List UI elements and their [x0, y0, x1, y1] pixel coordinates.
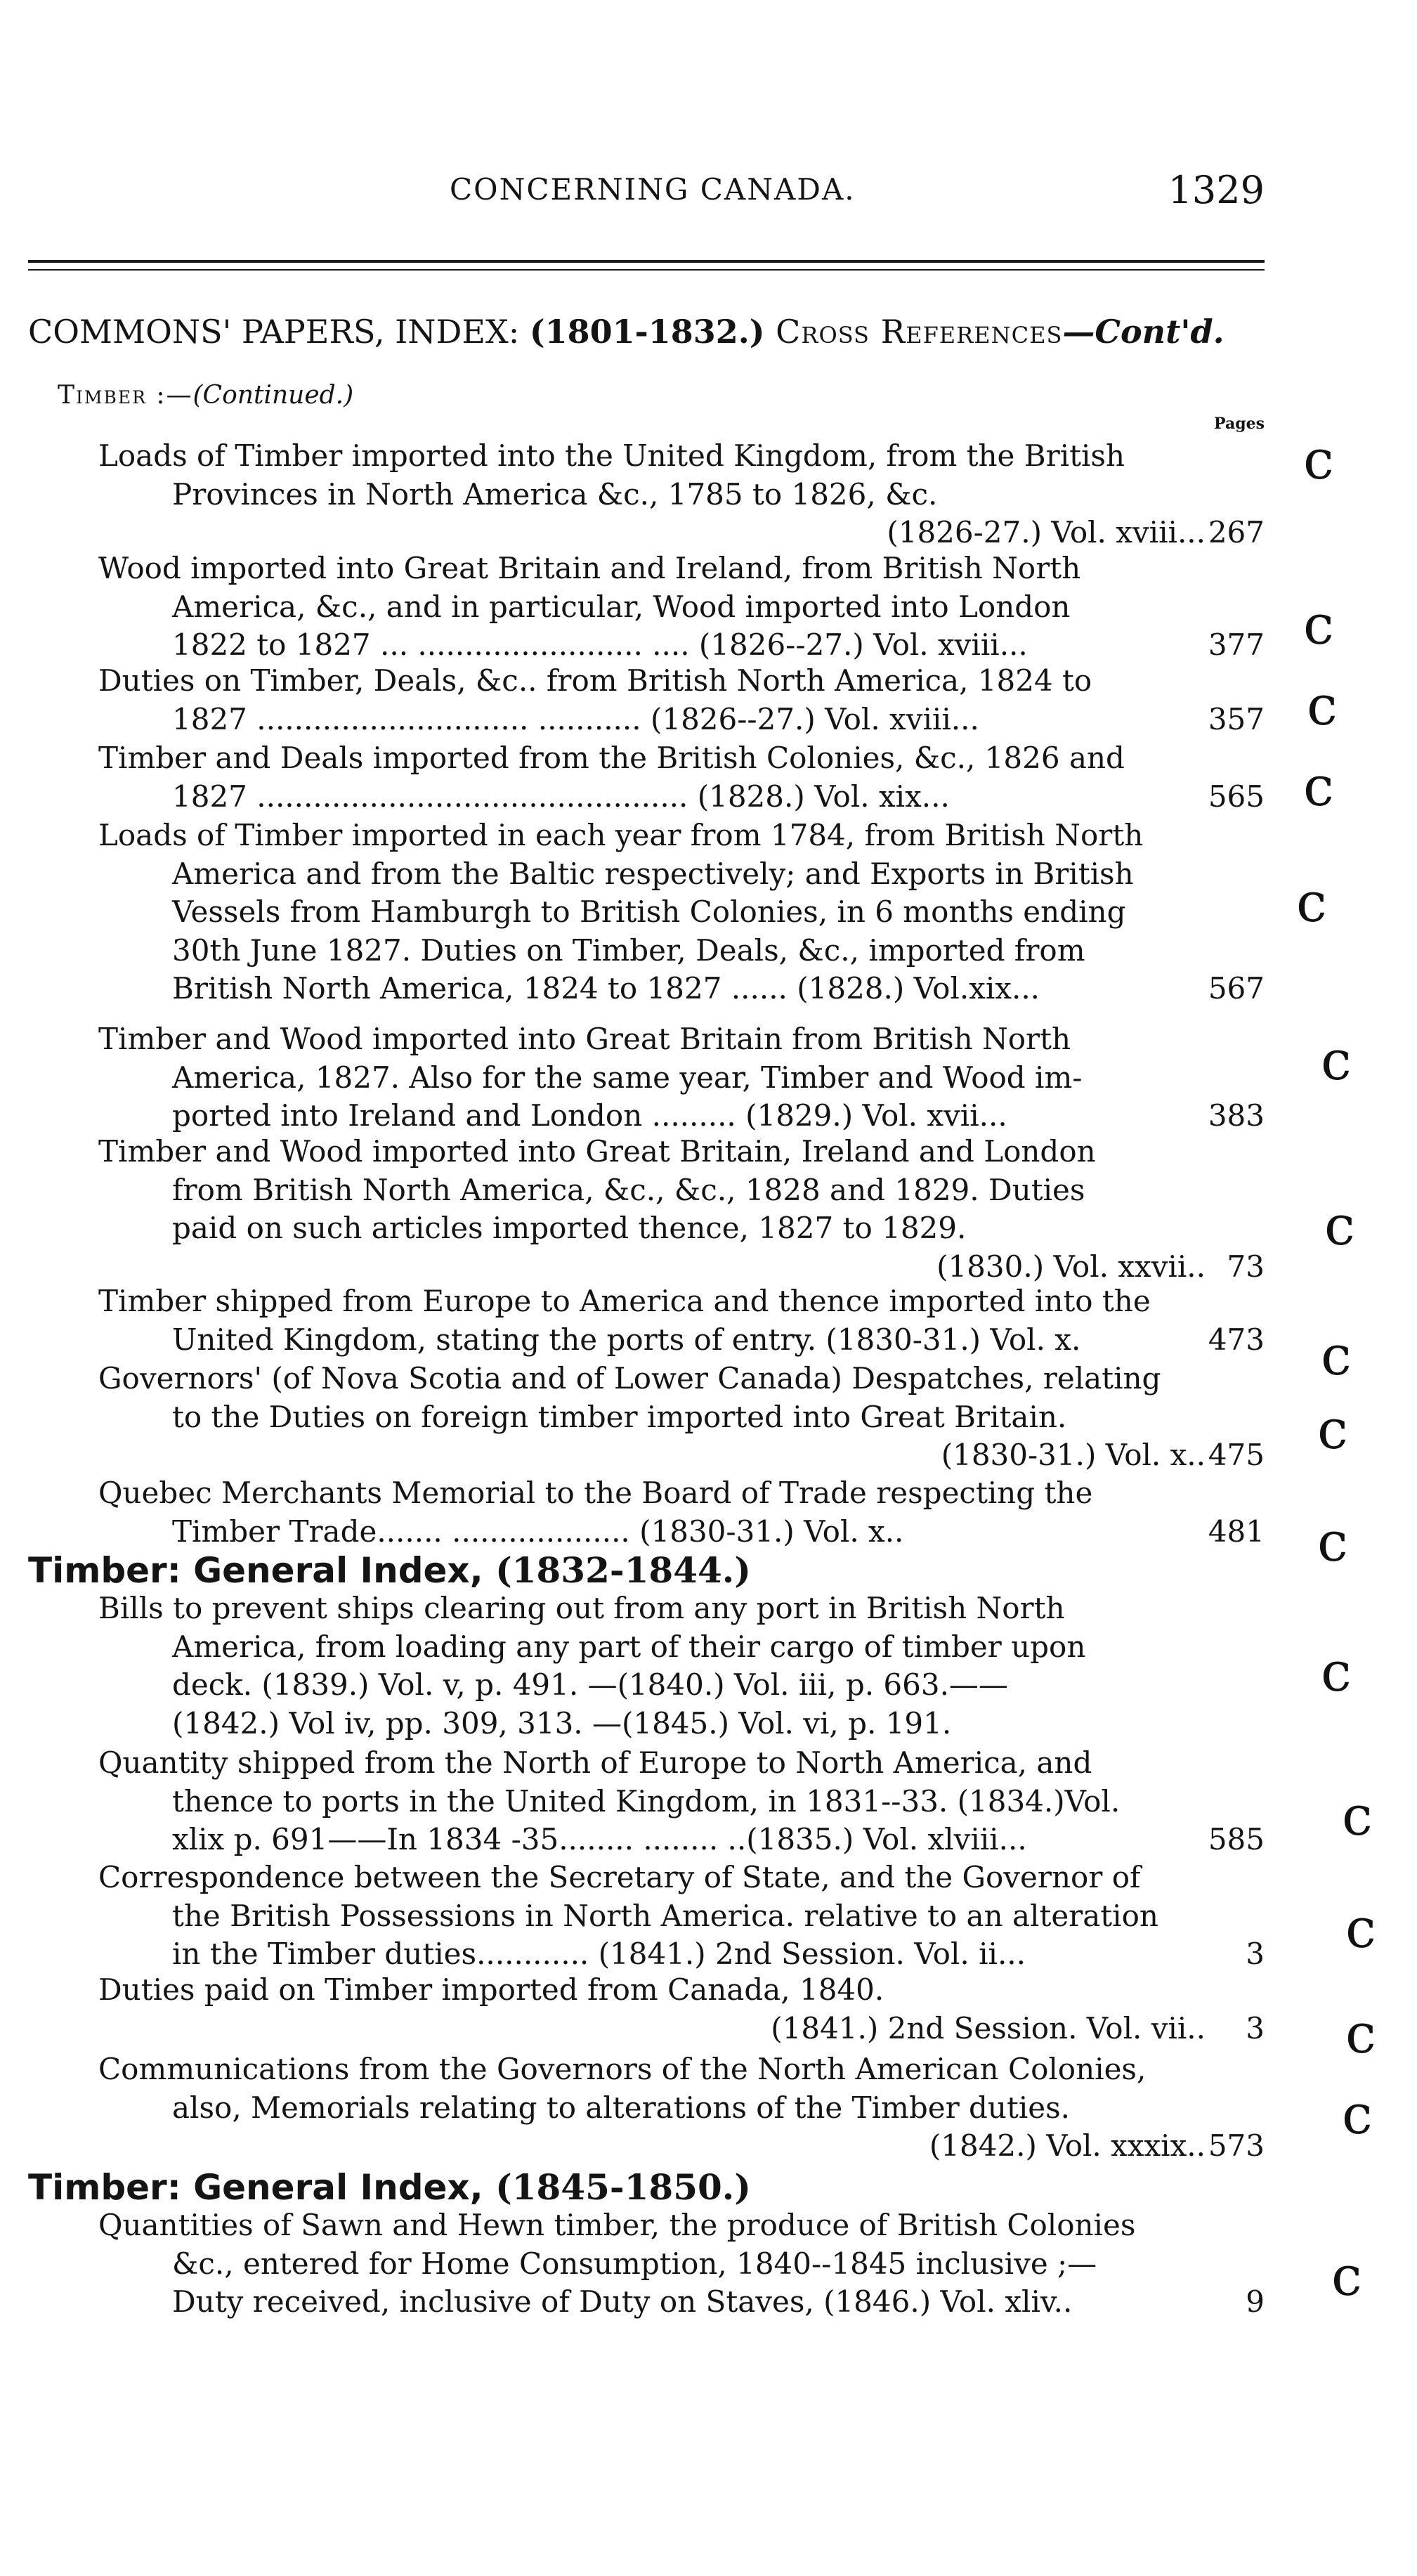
index-entry	[98, 1474, 1265, 1551]
entry-page-number: 585	[1208, 1822, 1265, 1856]
index-entry	[98, 2050, 1265, 2166]
margin-curl-icon: c	[1317, 1398, 1348, 1462]
entry-page-number: 565	[1208, 779, 1265, 814]
entry-line: America and from the Baltic respectively; and Exports in British	[172, 856, 1134, 891]
entry-line: Duties paid on Timber imported from Canada, 1840.	[98, 1972, 884, 2007]
entry-page-number: 9	[1246, 2284, 1265, 2319]
index-entry	[98, 1360, 1265, 1475]
entry-page-number: 383	[1208, 1098, 1265, 1133]
general-index-label: Timber: General Index,	[28, 1550, 483, 1591]
entry-page-number: 473	[1208, 1322, 1265, 1357]
entry-line: America, from loading any part of their cargo of timber upon	[172, 1629, 1086, 1664]
entry-line: Timber shipped from Europe to America and thence imported into the	[98, 1284, 1151, 1318]
entry-line: to the Duties on foreign timber imported into Great Britain.	[172, 1399, 1067, 1434]
entry-line: Provinces in North America &c., 1785 to 1826, &c.	[172, 476, 938, 512]
margin-curl-icon: c	[1317, 1511, 1348, 1574]
section-heading-continued: —Cont'd.	[1062, 313, 1225, 351]
entry-line: Quebec Merchants Memorial to the Board of Trade respecting the	[98, 1476, 1093, 1510]
entry-page-number: 267	[1208, 515, 1265, 549]
entry-line: Quantities of Sawn and Hewn timber, the produce of British Colonies	[98, 2208, 1136, 2242]
entry-line: (1842.) Vol iv, pp. 309, 313. —(1845.) Vol. vi, p. 191.	[172, 1705, 952, 1741]
margin-curl-icon: c	[1345, 2003, 1376, 2066]
double-rule-bottom	[28, 269, 1265, 271]
entry-line	[98, 970, 1265, 1008]
entry-line: Wood imported into Great Britain and Ireland, from British North	[98, 551, 1081, 585]
entry-reference-text: (1826-27.) Vol. xviii...	[887, 515, 1206, 549]
index-entry	[98, 1744, 1265, 1859]
margin-curl-icon: c	[1303, 429, 1334, 492]
general-index-dates: (1845-1850.)	[483, 2166, 751, 2208]
pages-column-label: Pages	[1214, 415, 1265, 433]
entry-line: &c., entered for Home Consumption, 1840--1845 inclusive ;—	[172, 2246, 1097, 2281]
entry-page-number: 567	[1208, 971, 1265, 1006]
entry-line: Bills to prevent ships clearing out from any port in British North	[98, 1591, 1065, 1625]
entry-line-text: ported into Ireland and London ......... (1829.) Vol. xvii...	[172, 1098, 1007, 1133]
entry-line-text: xlix p. 691——In 1834 -35........ ........ ..(1835.) Vol. xlviii...	[172, 1822, 1027, 1856]
entry-line-text: British North America, 1824 to 1827 ...... (1828.) Vol.xix...	[172, 971, 1040, 1006]
margin-curl-icon: c	[1345, 1897, 1376, 1960]
index-entry	[98, 817, 1265, 1008]
section-heading-title: COMMONS' PAPERS, INDEX:	[28, 313, 530, 351]
entry-page-number: 3	[1246, 1937, 1265, 1971]
entry-line: thence to ports in the United Kingdom, in 1831--33. (1834.)Vol.	[172, 1783, 1121, 1819]
subheading-timber	[58, 381, 353, 410]
margin-curl-icon: c	[1303, 594, 1334, 657]
entry-line: deck. (1839.) Vol. v, p. 491. —(1840.) Vol. iii, p. 663.——	[172, 1667, 1008, 1702]
subheading-continued: (Continued.)	[192, 381, 354, 410]
entry-line-text: in the Timber duties............ (1841.) 2nd Session. Vol. ii...	[172, 1937, 1026, 1971]
margin-curl-icon: c	[1342, 2083, 1373, 2147]
entry-line: Correspondence between the Secretary of State, and the Governor of	[98, 1860, 1141, 1894]
entry-line-text: 1822 to 1827 ... ........................ .... (1826--27.) Vol. xviii...	[172, 627, 1028, 662]
entry-line-text: Timber Trade....... ................... (1830-31.) Vol. x..	[172, 1514, 904, 1549]
index-entry	[98, 662, 1265, 739]
entry-line: Vessels from Hamburgh to British Colonies, in 6 months ending	[172, 895, 1126, 929]
entry-line: the British Possessions in North America. relative to an alteration	[172, 1898, 1158, 1933]
margin-curl-icon: c	[1342, 1785, 1373, 1848]
index-entry	[98, 739, 1265, 816]
entry-line	[98, 1513, 1265, 1552]
entry-line-text: United Kingdom, stating the ports of entry. (1830-31.) Vol. x.	[172, 1322, 1081, 1357]
running-head	[28, 168, 1265, 221]
margin-curl-icon: c	[1331, 2245, 1362, 2308]
entry-line: Quantity shipped from the North of Europe to North America, and	[98, 1745, 1092, 1780]
index-entry	[98, 1971, 1265, 2048]
entry-page-number: 475	[1208, 1438, 1265, 1472]
entry-line: Communications from the Governors of the North American Colonies,	[98, 2052, 1147, 2086]
entry-line: Timber and Wood imported into Great Britain, Ireland and London	[98, 1134, 1096, 1169]
entry-line	[98, 2283, 1265, 2322]
entry-reference-text: (1830-31.) Vol. x..	[941, 1438, 1206, 1472]
entry-line: Governors' (of Nova Scotia and of Lower Canada) Despatches, relating	[98, 1361, 1161, 1396]
entry-line-text: Duty received, inclusive of Duty on Staves, (1846.) Vol. xliv..	[172, 2284, 1073, 2319]
entry-reference-text: (1842.) Vol. xxxix..	[929, 2128, 1206, 2163]
index-entry	[98, 1859, 1265, 1974]
index-entry	[98, 549, 1265, 665]
margin-curl-icon: c	[1324, 1195, 1355, 1258]
margin-curl-icon: c	[1321, 1641, 1352, 1704]
entry-line: Loads of Timber imported in each year from 1784, from British North	[98, 818, 1144, 852]
entry-line: 30th June 1827. Duties on Timber, Deals, &c., imported from	[172, 932, 1085, 968]
index-entry	[98, 2206, 1265, 2322]
margin-curl-icon: c	[1321, 1325, 1352, 1388]
entry-page-number: 573	[1208, 2128, 1265, 2163]
entry-line: America, 1827. Also for the same year, Timber and Wood im-	[172, 1060, 1083, 1095]
entry-line: paid on such articles imported thence, 1827 to 1829.	[172, 1211, 967, 1245]
index-entry	[98, 1589, 1265, 1743]
general-index-dates: (1832-1844.)	[483, 1549, 751, 1591]
entry-line	[98, 778, 1265, 817]
entry-line	[98, 1321, 1265, 1360]
index-entry	[98, 1020, 1265, 1136]
entry-page-number: 377	[1208, 627, 1265, 662]
entry-line	[98, 701, 1265, 739]
entry-reference-text: (1830.) Vol. xxvii..	[936, 1249, 1206, 1284]
entry-line: from British North America, &c., &c., 1828 and 1829. Duties	[172, 1172, 1085, 1207]
running-title: CONCERNING CANADA.	[450, 172, 856, 207]
entry-line: America, &c., and in particular, Wood imported into London	[172, 589, 1071, 624]
entry-line-text: 1827 ............................. ........... (1826--27.) Vol. xviii...	[172, 701, 979, 736]
entry-line: Timber and Wood imported into Great Britain from British North	[98, 1022, 1071, 1056]
entry-reference	[98, 1436, 1265, 1475]
section-heading-cross-references: Cross References	[764, 313, 1063, 351]
entry-line: Duties on Timber, Deals, &c.. from British North America, 1824 to	[98, 663, 1092, 698]
entry-page-number: 481	[1208, 1514, 1265, 1549]
margin-curl-icon: c	[1307, 675, 1338, 738]
entry-reference	[98, 514, 1265, 552]
entry-line	[98, 1821, 1265, 1859]
entry-line-text: 1827 .............................................. (1828.) Vol. xix...	[172, 779, 950, 814]
entry-reference-text: (1841.) 2nd Session. Vol. vii..	[771, 2010, 1206, 2045]
section-heading	[28, 313, 1225, 351]
page-number: 1329	[1168, 168, 1265, 212]
entry-line: Loads of Timber imported into the United Kingdom, from the British	[98, 438, 1125, 473]
entry-reference	[98, 1248, 1265, 1287]
entry-line	[98, 626, 1265, 665]
entry-reference	[98, 2127, 1265, 2166]
index-entry	[98, 1282, 1265, 1359]
margin-curl-icon: c	[1303, 755, 1334, 819]
subheading-label: Timber :—	[58, 381, 193, 410]
entry-page-number: 73	[1227, 1249, 1265, 1284]
general-index-label: Timber: General Index,	[28, 2167, 483, 2208]
margin-curl-icon: c	[1321, 1029, 1352, 1093]
entry-line	[98, 1097, 1265, 1136]
index-entry	[98, 437, 1265, 552]
margin-curl-icon: c	[1296, 871, 1327, 935]
entry-line	[98, 1935, 1265, 1974]
index-entry	[98, 1133, 1265, 1286]
double-rule-top	[28, 260, 1265, 263]
entry-page-number: 357	[1208, 701, 1265, 736]
entry-reference	[98, 2010, 1265, 2048]
entry-line: also, Memorials relating to alterations of the Timber duties.	[172, 2090, 1071, 2125]
general-index-heading-1832-1844	[28, 1549, 751, 1591]
entry-line: Timber and Deals imported from the British Colonies, &c., 1826 and	[98, 741, 1125, 775]
entry-page-number: 3	[1246, 2010, 1265, 2045]
general-index-heading-1845-1850	[28, 2166, 751, 2208]
section-heading-dates: (1801-1832.)	[529, 313, 765, 351]
